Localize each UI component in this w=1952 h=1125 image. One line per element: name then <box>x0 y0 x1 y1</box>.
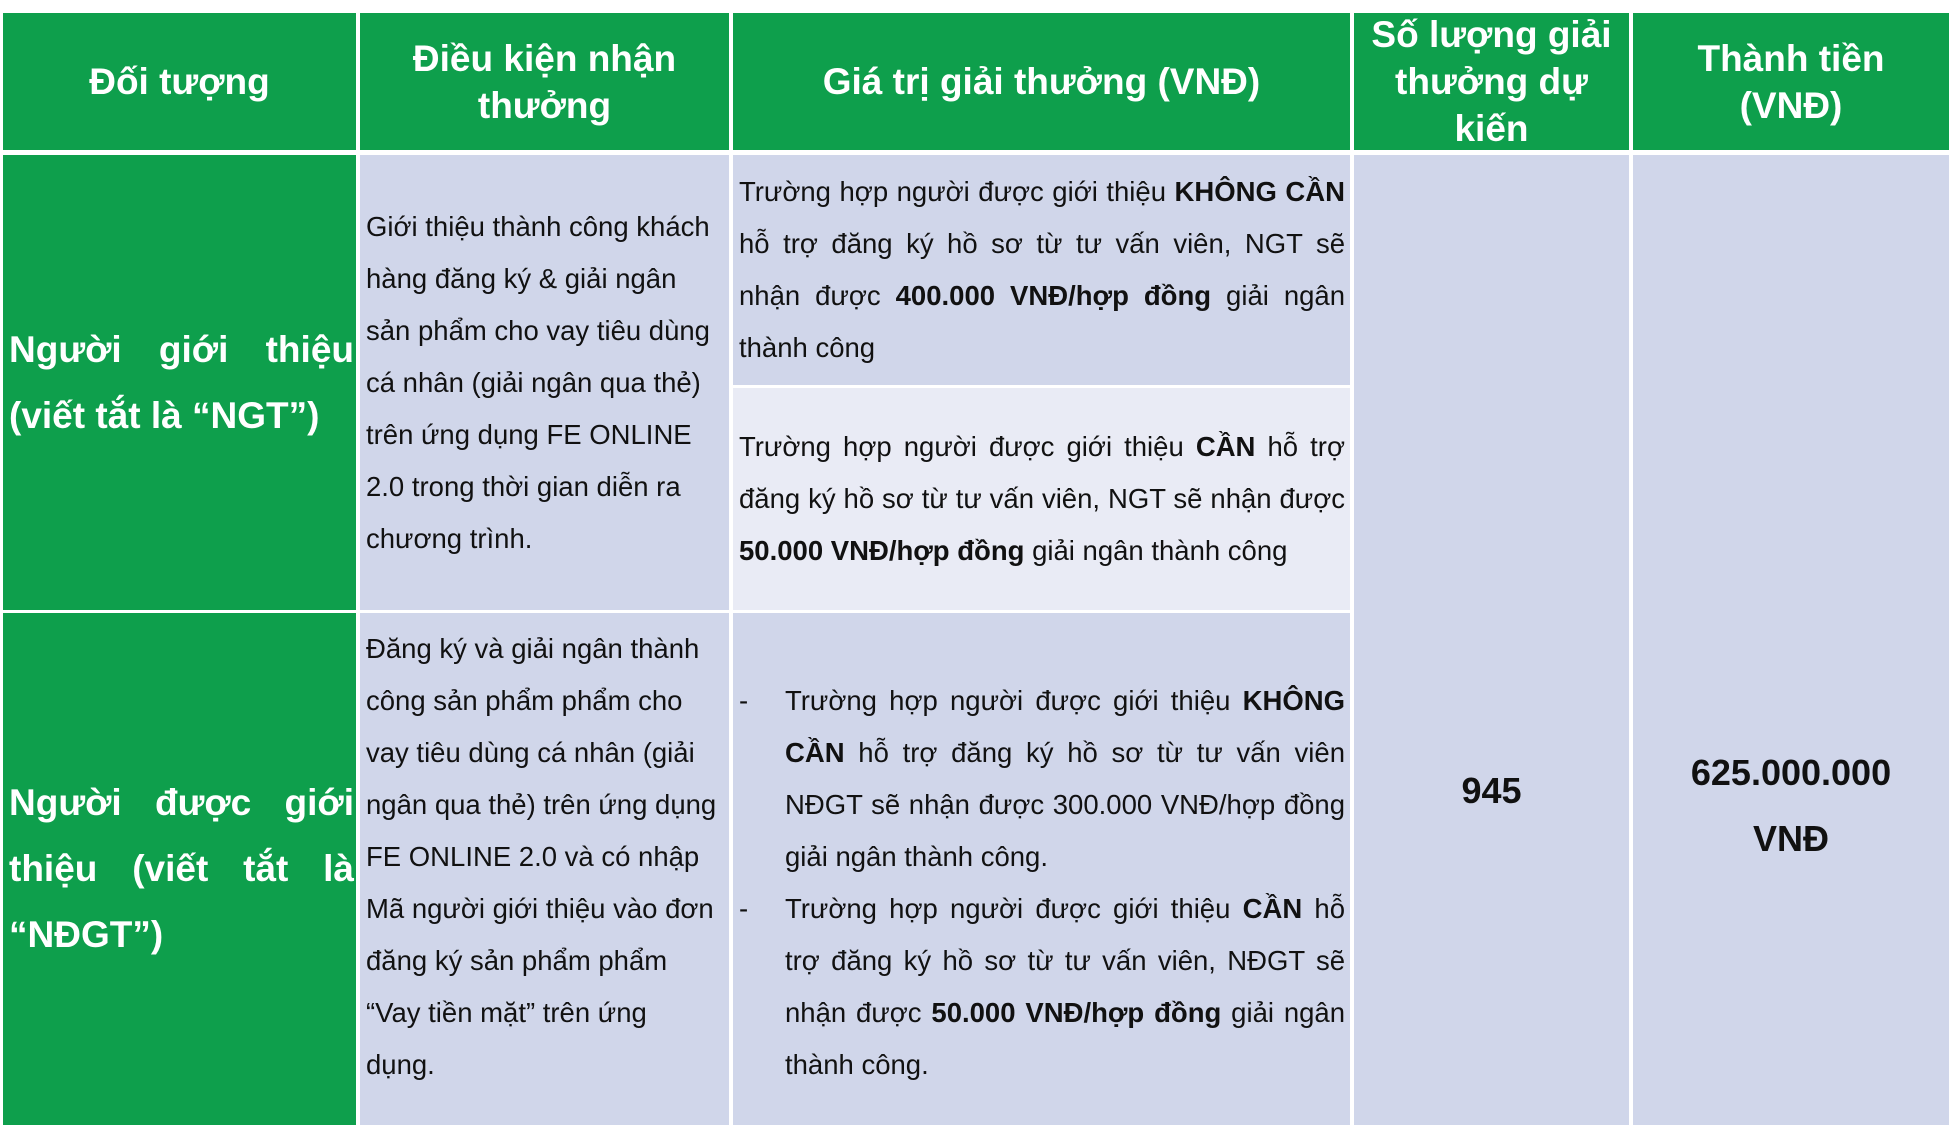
row2-prize-item-a-text <box>785 675 1345 883</box>
header-prize-value-label: Giá trị giải thưởng (VNĐ) <box>822 61 1261 102</box>
row2-prize-list <box>739 675 1345 1091</box>
row2-prize-item-a <box>739 675 1345 883</box>
row2-condition-text: Đăng ký và giải ngân thành công sản phẩm phẩm cho vay tiêu dùng cá nhân (giải ngân qua thẻ) trên ứng dụng FE ONLINE 2.0 và có nhập Mã người giới thiệu vào đơn đăng ký sản phẩm phẩm “Vay tiền mặt” trên ứng dụng. <box>366 633 717 1080</box>
row1-prize-b-bold1: CẦN <box>1195 431 1256 462</box>
header-condition <box>360 13 729 150</box>
row2-prize-b-part2: hỗ trợ đăng ký hồ sơ từ tư vấn viên, NĐGT sẽ nhận được <box>785 893 1345 1028</box>
row1-prize-a-part1: Trường hợp người được giới thiệu <box>739 176 1175 207</box>
row1-prize-b-cell <box>733 388 1350 610</box>
row1-prize-b-part2: hỗ trợ đăng ký hồ sơ từ tư vấn viên, NGT sẽ nhận được <box>739 431 1345 514</box>
row2-condition-cell <box>360 613 729 1125</box>
header-target-label: Đối tượng <box>89 61 270 102</box>
row2-prize-b-part1: Trường hợp người được giới thiệu <box>785 893 1243 924</box>
row2-prize-item-b <box>739 883 1345 1091</box>
row1-group-label: Người giới thiệu (viết tắt là “NGT”) <box>9 328 354 436</box>
row1-prize-b-part1: Trường hợp người được giới thiệu <box>739 431 1196 462</box>
row1-prize-a-cell <box>733 155 1350 385</box>
total-amount: 625.000.000 <box>1690 752 1892 793</box>
row2-prize-a-part1: Trường hợp người được giới thiệu <box>785 685 1243 716</box>
row1-condition-text: Giới thiệu thành công khách hàng đăng ký & giải ngân sản phẩm cho vay tiêu dùng cá nhân (giải ngân qua thẻ) trên ứng dụng FE ONLINE 2.0 trong thời gian diễn ra chương trình. <box>366 210 710 554</box>
header-target <box>3 13 356 150</box>
row2-prize-item-b-text <box>785 883 1345 1091</box>
row2-prize-item-b-marker: - <box>739 893 749 924</box>
row1-prize-a-part3: giải ngân thành công <box>739 280 1346 363</box>
row2-prize-a-part2: hỗ trợ đăng ký hồ sơ từ tư vấn viên NĐGT sẽ nhận được 300.000 VNĐ/hợp đồng giải ngân thành công. <box>785 737 1345 872</box>
row2-prize-b-bold2: 50.000 VNĐ/hợp đồng <box>931 997 1222 1028</box>
header-prize-value <box>733 13 1350 150</box>
row2-prize-item-a-marker: - <box>739 685 749 716</box>
total-cell <box>1633 155 1949 1125</box>
header-quantity <box>1354 13 1629 150</box>
header-total <box>1633 13 1949 150</box>
row2-prize-b-bold1: CẦN <box>1242 893 1303 924</box>
row1-prize-a-bold1: KHÔNG CẦN <box>1174 176 1345 207</box>
row2-group-label: Người được giới thiệu (viết tắt là “NĐGT”) <box>9 782 354 955</box>
row2-prize-cell <box>733 613 1350 1125</box>
row2-prize-b-part3: giải ngân thành công. <box>785 997 1346 1080</box>
quantity-cell <box>1354 155 1629 1125</box>
row1-prize-b-bold2: 50.000 VNĐ/hợp đồng <box>739 535 1025 566</box>
row1-prize-a-part2: hỗ trợ đăng ký hồ sơ từ tư vấn viên, NGT sẽ nhận được <box>739 228 1345 311</box>
row1-prize-a-bold2: 400.000 VNĐ/hợp đồng <box>895 280 1212 311</box>
quantity-value: 945 <box>1461 770 1522 811</box>
total-value <box>1633 740 1949 872</box>
header-quantity-label: Số lượng giải thưởng dự kiến <box>1371 14 1612 149</box>
row1-condition-cell <box>360 155 729 610</box>
header-condition-label: Điều kiện nhận thưởng <box>412 37 677 126</box>
row1-prize-b-part3: giải ngân thành công <box>1024 535 1288 566</box>
total-currency: VNĐ <box>1752 818 1829 859</box>
row1-group-cell <box>3 155 356 610</box>
row2-prize-a-bold1: KHÔNG CẦN <box>785 685 1345 768</box>
header-total-label: Thành tiền (VNĐ) <box>1697 37 1885 126</box>
row2-group-cell <box>3 613 356 1125</box>
row1-prize-a-text <box>739 166 1345 374</box>
row1-prize-b-text <box>739 421 1345 577</box>
